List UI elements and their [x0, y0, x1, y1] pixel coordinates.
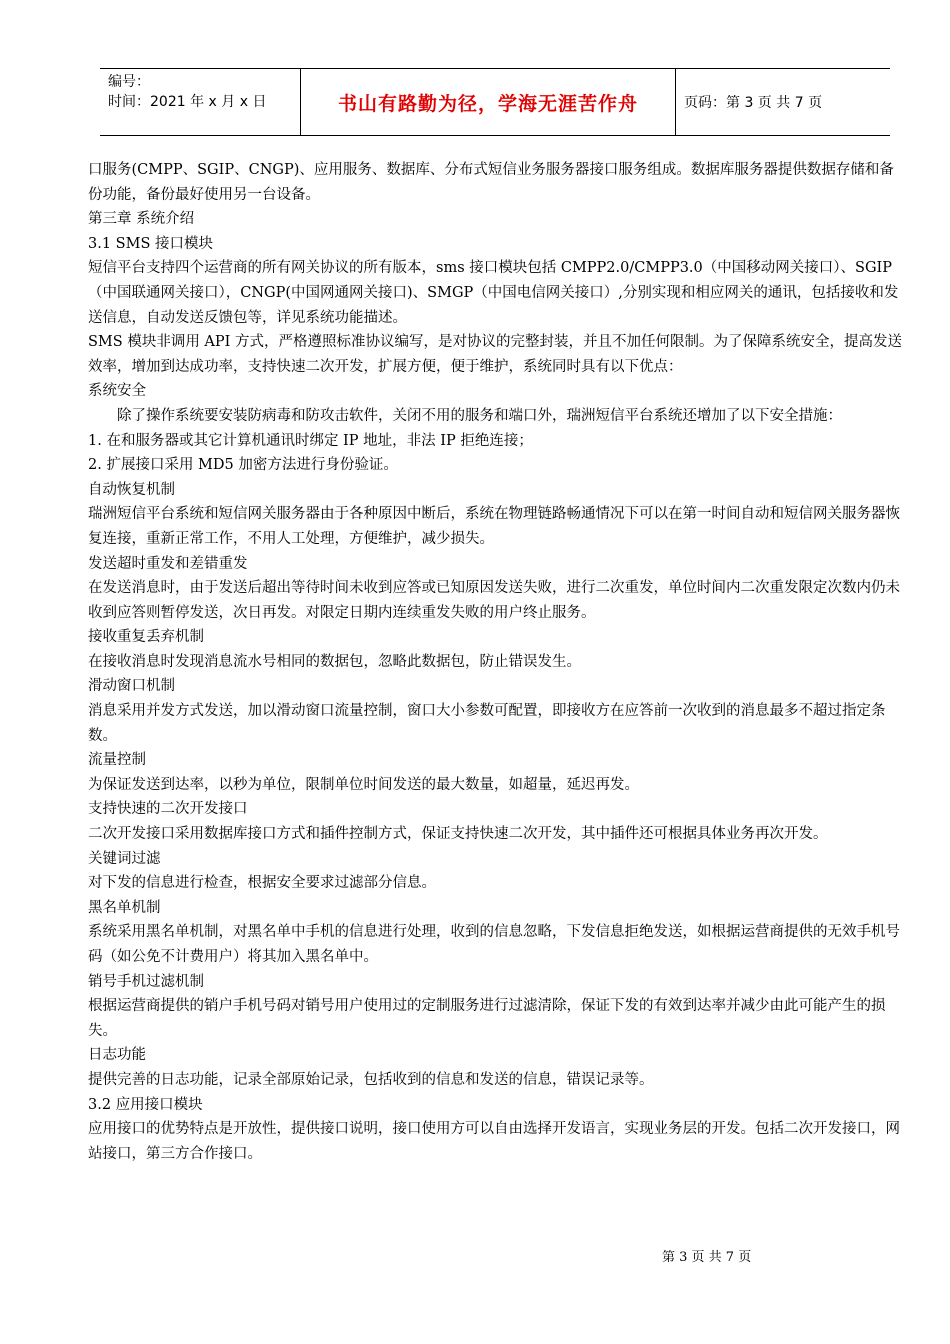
paragraph: 系统采用黑名单机制，对黑名单中手机的信息进行处理，收到的信息忽略，下发信息拒绝发送，如根据运营商提供的无效手机号码（如公免不计费用户）将其加入黑名单中。 — [88, 924, 900, 965]
subsection-heading: 流量控制 — [88, 752, 146, 769]
paragraph: 瑞洲短信平台系统和短信网关服务器由于各种原因中断后，系统在物理链路畅通情况下可以在第一时间自动和短信网关服务器恢复连接，重新正常工作，不用人工处理，方便维护，减少损失。 — [88, 506, 900, 547]
header-info-cell — [100, 69, 301, 135]
list-item: 1. 在和服务器或其它计算机通讯时绑定 IP 地址，非法 IP 拒绝连接； — [88, 432, 533, 449]
subsection-heading: 销号手机过滤机制 — [88, 973, 204, 990]
paragraph: 消息采用并发方式发送，加以滑动窗口流量控制，窗口大小参数可配置，即接收方在应答前一次收到的消息最多不超过指定条数。 — [88, 703, 886, 744]
subsection-heading: 自动恢复机制 — [88, 481, 175, 498]
document-body — [88, 158, 904, 1166]
subsection-heading: 关键词过滤 — [88, 850, 161, 867]
paragraph: 在接收消息时发现消息流水号相同的数据包，忽略此数据包，防止错误发生。 — [88, 653, 581, 670]
paragraph: 短信平台支持四个运营商的所有网关协议的所有版本，sms 接口模块包括 CMPP2.0/CMPP3.0（中国移动网关接口）、SGIP（中国联通网关接口），CNGP(中国网通网关接口)、SMGP（中国电信网关接口）,分别实现和相应网关的通讯，包括接收和发送信息，自动发送反馈包等，详见系统功能描述。 — [88, 260, 899, 326]
paragraph: 为保证发送到达率，以秒为单位，限制单位时间发送的最大数量，如超量，延迟再发。 — [88, 776, 639, 793]
subsection-heading: 接收重复丢弃机制 — [88, 629, 204, 646]
page-footer: 第 3 页 共 7 页 — [662, 1250, 752, 1265]
page-header — [100, 68, 890, 136]
header-motto: 书山有路勤为径，学海无涯苦作舟 — [337, 92, 638, 115]
paragraph: 根据运营商提供的销户手机号码对销号用户使用过的定制服务进行过滤清除，保证下发的有效到达率并减少由此可能产生的损失。 — [88, 998, 886, 1039]
paragraph: 对下发的信息进行检查，根据安全要求过滤部分信息。 — [88, 875, 436, 892]
subsection-heading: 发送超时重发和差错重发 — [88, 555, 248, 572]
subsection-heading: 黑名单机制 — [88, 899, 161, 916]
subsection-heading: 系统安全 — [88, 383, 146, 400]
doc-time-label: 时间：2021 年 x 月 x 日 — [108, 94, 267, 110]
paragraph: SMS 模块非调用 API 方式，严格遵照标准协议编写，是对协议的完整封装，并且不加任何限制。为了保障系统安全，提高发送效率，增加到达成功率，支持快速二次开发，扩展方便，便于维护，系统同时具有以下优点： — [88, 334, 902, 375]
list-item: 2. 扩展接口采用 MD5 加密方法进行身份验证。 — [88, 457, 398, 474]
doc-number-label: 编号： — [108, 74, 150, 90]
paragraph: 在发送消息时，由于发送后超出等待时间未收到应答或已知原因发送失败，进行二次重发，单位时间内二次重发限定次数内仍未收到应答则暂停发送，次日再发。对限定日期内连续重发失败的用户终止服务。 — [88, 580, 900, 621]
paragraph: 提供完善的日志功能，记录全部原始记录，包括收到的信息和发送的信息，错误记录等。 — [88, 1071, 654, 1088]
paragraph: 口服务(CMPP、SGIP、CNGP)、应用服务、数据库、分布式短信业务服务器接口服务组成。数据库服务器提供数据存储和备份功能，备份最好使用另一台设备。 — [88, 162, 894, 203]
paragraph: 应用接口的优势特点是开放性，提供接口说明，接口使用方可以自由选择开发语言，实现业务层的开发。包括二次开发接口，网站接口，第三方合作接口。 — [88, 1121, 900, 1162]
header-page-number: 页码：第 3 页 共 7 页 — [684, 95, 823, 111]
chapter-heading: 第三章 系统介绍 — [88, 211, 195, 228]
header-page-cell — [676, 69, 890, 135]
section-heading: 3.1 SMS 接口模块 — [88, 235, 213, 252]
paragraph: 除了操作系统要安装防病毒和防攻击软件，关闭不用的服务和端口外，瑞洲短信平台系统还增加了以下安全措施： — [117, 407, 842, 424]
subsection-heading: 支持快速的二次开发接口 — [88, 801, 248, 818]
paragraph: 二次开发接口采用数据库接口方式和插件控制方式，保证支持快速二次开发，其中插件还可根据具体业务再次开发。 — [88, 826, 828, 843]
section-heading: 3.2 应用接口模块 — [88, 1096, 203, 1113]
subsection-heading: 日志功能 — [88, 1047, 146, 1064]
subsection-heading: 滑动窗口机制 — [88, 678, 175, 695]
header-motto-cell — [301, 69, 676, 135]
